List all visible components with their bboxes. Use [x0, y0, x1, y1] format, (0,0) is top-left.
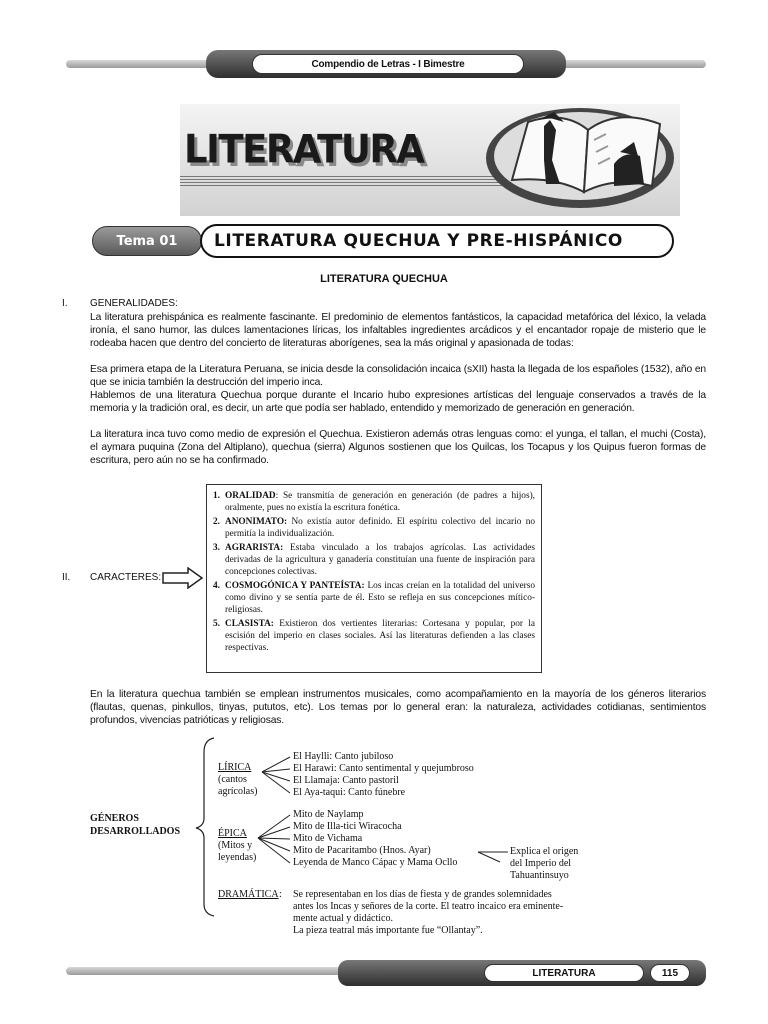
lirica-item: El Aya-taqui: Canto fúnebre — [293, 787, 406, 798]
dramatica-colon: : — [279, 889, 282, 900]
lirica-note: (cantos — [218, 774, 247, 785]
epica-side-note: del Imperio del — [510, 858, 572, 869]
header-title: Compendio de Letras - I Bimestre — [252, 54, 524, 74]
epica-note: leyendas) — [218, 852, 257, 863]
section-number-2: II. — [62, 572, 71, 583]
footer-label: LITERATURA — [484, 964, 644, 982]
lirica-item: El Harawi: Canto sentimental y quejumbroso — [293, 763, 474, 774]
right-arrow-icon — [162, 567, 204, 589]
music-paragraph: En la literatura quechua también se emplean instrumentos musicales, como acompañamiento en la mayoría de los géneros literarios (flautas, quenas, pinkullos, tinyas, pututos, etc). Los temas por lo general eran: la naturaleza, actividades cotidianas, sentimientos profundos, vivencias patrióticas y religiosas. — [90, 689, 706, 726]
caracteres-heading: CARACTERES: — [90, 572, 162, 583]
lirica-branches — [262, 757, 290, 793]
lirica-note: agrícolas) — [218, 786, 258, 797]
epica-item: Mito de Pacaritambo (Hnos. Ayar) — [293, 845, 431, 856]
caracter-item — [213, 580, 535, 616]
banner-stripes — [180, 176, 502, 188]
caracter-number: 3. — [213, 543, 220, 553]
caracter-item — [213, 516, 535, 540]
caracter-number: 2. — [213, 517, 220, 527]
generos-title-line: DESARROLLADOS — [90, 826, 181, 837]
caracter-term: ANONIMATO: — [225, 517, 288, 527]
generalidades-paragraph-3: Hablemos de una literatura Quechua porque durante el Incario hubo expresiones artísticas del lenguaje conservados a través de la memoria y la tradición oral, es decir, un arte que podía ser hablado, entendido y memorizado de generación en generación. — [90, 390, 706, 414]
dramatica-line: Se representaban en los días de fiesta y de grandes solemnidades — [293, 889, 552, 900]
epica-note: (Mitos y — [218, 840, 253, 851]
caracter-term: COSMOGÓNICA Y PANTEÍSTA: — [225, 581, 365, 591]
tema-label: Tema 01 — [92, 226, 202, 256]
caracter-number: 5. — [213, 619, 220, 629]
epica-item: Leyenda de Manco Cápac y Mama Ocllo — [293, 857, 458, 868]
caracter-term: ORALIDAD — [225, 491, 276, 501]
section-number-1: I. — [62, 298, 68, 309]
page-number: 115 — [650, 964, 690, 982]
lirica-item: El Haylli: Canto jubiloso — [293, 751, 394, 762]
caracteres-box — [206, 484, 542, 673]
generalidades-paragraph-4: La literatura inca tuvo como medio de expresión el Quechua. Existieron además otras lenguas como: el yunga, el tallan, el muchi (Costa), el aymara puquina (Zona del Altiplano), quechua (sierra) Algunos sostienen que los Quilcas, los Tocapus y los Quipus fueron formas de escritura, pero aún no se ha confirmado. — [90, 429, 706, 466]
caracter-term: AGRARISTA: — [225, 543, 284, 553]
dramatica-line: mente actual y didáctico. — [293, 913, 393, 924]
generalidades-heading: GENERALIDADES: — [90, 298, 178, 309]
generalidades-paragraph-1: La literatura prehispánica es realmente fascinante. El predominio de elementos fantásticos, la capacidad metafórica del léxico, la velada ironía, el sano humor, las dulces lamentaciones líricas, los infaltables ingredientes arcádicos y el encantador ropaje de misterio que le rodeaba hacen que dentro del concierto de literaturas aborígenes, sea la más original y apasionada de todas: — [90, 312, 706, 349]
caracter-term: CLASISTA: — [225, 619, 274, 629]
lirica-label: LÍRICA — [218, 762, 252, 773]
generos-title — [90, 812, 180, 838]
epica-side-note: Explica el origen — [510, 846, 579, 857]
section-title: LITERATURA QUECHUA — [320, 273, 448, 285]
generalidades-paragraph-2: Esa primera etapa de la Literatura Peruana, se inicia desde la consolidación incaica (sXII) hasta la llegada de los españoles (1532), año en que se inicia también la destrucción del imperio inca. — [90, 364, 706, 388]
epica-side-note: Tahuantinsuyo — [510, 870, 569, 881]
epica-item: Mito de Illa-tici Wiracocha — [293, 821, 402, 832]
genre-brace — [196, 738, 214, 916]
dramatica-line: antes los Incas y señores de la corte. El teatro incaico era eminente- — [293, 901, 564, 912]
tema-title: LITERATURA QUECHUA Y PRE-HISPÁNICO — [200, 224, 674, 258]
caracter-text: Los incas creían en la totalidad del universo como divino y se sentía parte de él. Esto se refleja en sus concepciones mítico-religiosas. — [225, 581, 535, 615]
dramatica-label: DRAMÁTICA — [218, 889, 279, 900]
caracter-text: Existieron dos vertientes literarias: Cortesana y popular, por la escisión del imperio en clases sociales. Así las literaturas defienden a las clases respectivas. — [225, 619, 535, 653]
epica-item: Mito de Naylamp — [293, 809, 364, 820]
caracter-text: No existía autor definido. El espíritu colectivo del incario no permitía la individualización. — [225, 517, 535, 539]
caracter-number: 1. — [213, 491, 220, 501]
epica-label: ÉPICA — [218, 828, 247, 839]
dramatica-line: La pieza teatral más importante fue “Ollantay”. — [293, 925, 483, 936]
lirica-item: El Llamaja: Canto pastoril — [293, 775, 399, 786]
caracter-item — [213, 490, 535, 514]
caracter-text: Estaba vinculado a los trabajos agrícolas. Las actividades derivadas de la agricultura y ganadería constituían una fuente de inspiración para concepciones colectivas. — [225, 543, 535, 577]
caracter-text: : Se transmitía de generación en generación (de padres a hijos), oralmente, pues no existía la escritura fonética. — [225, 491, 535, 513]
open-book-illustration-icon — [484, 100, 680, 212]
caracter-item — [213, 618, 535, 654]
caracter-number: 4. — [213, 581, 220, 591]
epica-item: Mito de Vichama — [293, 833, 363, 844]
generos-title-line: GÉNEROS — [90, 813, 139, 824]
caracter-item — [213, 542, 535, 578]
banner-title: LITERATURA — [184, 126, 424, 173]
